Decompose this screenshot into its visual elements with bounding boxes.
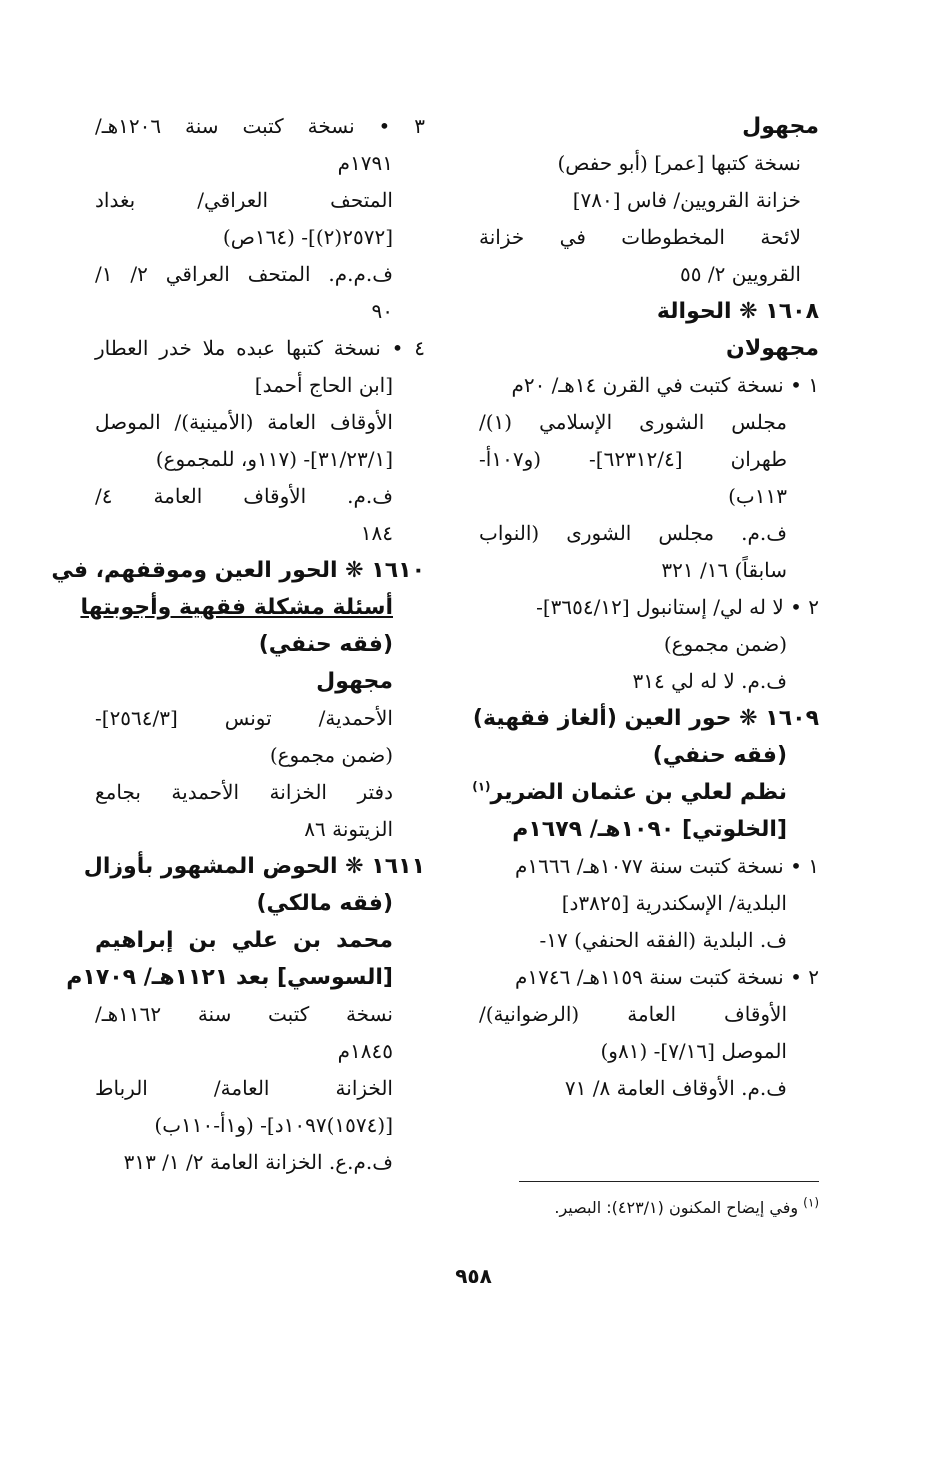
text-line [479, 293, 819, 330]
text-line [95, 663, 425, 700]
text-line [479, 811, 819, 848]
text-line [95, 811, 425, 848]
line-text: ف.م.م. المتحف العراقي ٢/ ١/ [95, 262, 393, 286]
line-text: ١٦٠٩ ❋ حور العين (ألغاز فقهية) [472, 706, 819, 731]
line-text: (فقه حنفي) [652, 743, 787, 768]
line-text: أسئلة مشكلة فقهية وأجوبتها [80, 595, 393, 620]
line-text: [(١٥٧٤)١٠٩٧د]- (و١أ-١١٠ب) [154, 1113, 393, 1137]
text-line [95, 145, 425, 182]
line-text: [٣١/٢٣/١]- (١١٧و، للمجموع) [155, 447, 393, 471]
line-text: (ضمن مجموع) [269, 743, 393, 767]
line-text: ١ • نسخة كتبت سنة ١٠٧٧هـ/ ١٦٦٦م [515, 854, 819, 878]
text-line [95, 108, 425, 145]
line-text: نسخة كتبها [عمر] (أبو حفص) [557, 151, 801, 175]
line-text: ٤ • نسخة كتبها عبده ملا خدر العطار [95, 336, 425, 360]
line-text: مجلس الشورى الإسلامي (١)/ [479, 410, 787, 434]
text-line [472, 774, 819, 811]
text-line [479, 626, 819, 663]
line-text: ١٨٤٥م [337, 1039, 393, 1063]
text-line [83, 848, 425, 885]
line-text: ف.م. مجلس الشورى (النواب [479, 521, 787, 545]
text-line [479, 737, 819, 774]
text-line [479, 478, 819, 515]
line-text: نظم لعلي بن عثمان الضرير [490, 780, 787, 805]
text-line [479, 848, 819, 885]
line-text: الأوقاف العامة (الرضوانية)/ [479, 1002, 787, 1026]
line-text: [ابن الحاج أحمد] [254, 373, 393, 397]
text-line [95, 219, 425, 256]
text-line [95, 737, 425, 774]
text-line [479, 219, 819, 256]
line-text: طهران [٦٢٣١٢/٤]- (و١٠٧أ- [479, 447, 787, 471]
footnote-marker: (١) [803, 1195, 819, 1210]
line-text: [السوسي] بعد ١١٢١هـ/ ١٧٠٩م [66, 965, 393, 990]
footnote-ref: (١) [472, 779, 491, 794]
line-text: مجهول [742, 114, 819, 139]
line-text: الموصل [٧/١٦]- (٨١و) [600, 1039, 787, 1063]
text-line [479, 515, 819, 552]
line-text: ف.م. الأوقاف العامة ٨/ ٧١ [564, 1076, 787, 1100]
text-line [479, 441, 819, 478]
line-text: ٩٠ [371, 299, 393, 323]
text-line [479, 182, 819, 219]
text-line [95, 441, 425, 478]
text-line [51, 552, 425, 589]
line-text: المتحف العراقي/ بغداد [95, 188, 393, 212]
line-text: محمد بن علي بن إبراهيم [95, 928, 393, 953]
left-column [51, 108, 425, 1181]
text-line [479, 367, 819, 404]
line-text: [الخلوتي] ١٠٩٠هـ/ ١٦٧٩م [512, 817, 787, 842]
text-line [95, 256, 425, 293]
line-text: ١٦٠٨ ❋ الحوالة [656, 299, 819, 324]
line-text: سابقاً) ١٦/ ٣٢١ [661, 558, 787, 582]
line-text: (ضمن مجموع) [663, 632, 787, 656]
right-column [472, 108, 819, 1107]
text-line [95, 1033, 425, 1070]
line-text: ١٦١١ ❋ الحوض المشهور بأوزال [83, 854, 425, 879]
text-line [95, 1144, 425, 1181]
text-line [95, 478, 425, 515]
text-line [479, 145, 819, 182]
text-line [95, 515, 425, 552]
text-line [95, 700, 425, 737]
text-line [95, 293, 425, 330]
line-text: ٢ • لا له لي/ إستانبول [٣٦٥٤/١٢]- [536, 595, 819, 619]
line-text: ف. البلدية (الفقه الحنفي) ١٧- [539, 928, 787, 952]
line-text: مجهول [316, 669, 393, 694]
text-line [95, 182, 425, 219]
text-line [95, 330, 425, 367]
line-text: ٣ • نسخة كتبت سنة ١٢٠٦هـ/ [95, 114, 425, 138]
text-line [95, 996, 425, 1033]
footnote [479, 1195, 819, 1217]
text-line [479, 1033, 819, 1070]
text-line [479, 1070, 819, 1107]
text-line [95, 404, 425, 441]
line-text: ١ • نسخة كتبت في القرن ١٤هـ/ ٢٠م [511, 373, 819, 397]
text-line [479, 589, 819, 626]
line-text: الأوقاف العامة (الأمينية)/ الموصل [95, 410, 393, 434]
text-line [479, 922, 819, 959]
text-line [479, 663, 819, 700]
text-line [95, 1070, 425, 1107]
line-text: مجهولان [726, 336, 819, 361]
text-line [479, 885, 819, 922]
text-line [66, 959, 425, 996]
line-text: القرويين ٢/ ٥٥ [680, 262, 801, 286]
line-text: ٢ • نسخة كتبت سنة ١١٥٩هـ/ ١٧٤٦م [515, 965, 819, 989]
text-line [479, 404, 819, 441]
line-text: [٢٥٧٢(٢)]- (١٦٤ص) [222, 225, 393, 249]
line-text: ١٧٩١م [337, 151, 393, 175]
line-text: الزيتونة ٨٦ [304, 817, 393, 841]
line-text: دفتر الخزانة الأحمدية بجامع [95, 780, 393, 804]
text-line [95, 885, 425, 922]
page-number: ٩٥٨ [455, 1264, 492, 1288]
line-text: نسخة كتبت سنة ١١٦٢هـ/ [95, 1002, 393, 1026]
text-line [479, 330, 819, 367]
text-line [80, 589, 425, 626]
text-line [479, 959, 819, 996]
text-line [479, 256, 819, 293]
footnote-text: وفي إيضاح المكنون (٤٢٣/١): البصير. [554, 1198, 799, 1217]
text-line [95, 367, 425, 404]
line-text: (فقه حنفي) [258, 632, 393, 657]
line-text: ف.م.ع. الخزانة العامة ٢/ ١/ ٣١٣ [123, 1150, 393, 1174]
line-text: ١٨٤ [360, 521, 393, 545]
footnote-rule [519, 1181, 819, 1182]
text-line [479, 552, 819, 589]
line-text: الأحمدية/ تونس [٢٥٦٤/٣]- [95, 706, 393, 730]
line-text: لائحة المخطوطات في خزانة [479, 225, 801, 249]
line-text: البلدية/ الإسكندرية [٣٨٢٥د] [561, 891, 787, 915]
text-line [479, 996, 819, 1033]
text-line [95, 626, 425, 663]
text-line [95, 1107, 425, 1144]
line-text: ف.م. الأوقاف العامة ٤/ [95, 484, 393, 508]
text-line [95, 922, 425, 959]
line-text: ١١٣ب) [728, 484, 787, 508]
line-text: خزانة القرويين/ فاس [٧٨٠] [572, 188, 801, 212]
text-line [479, 108, 819, 145]
line-text: (فقه مالكي) [256, 891, 393, 916]
text-line [95, 774, 425, 811]
line-text: ف.م. لا له لي ٣١٤ [632, 669, 787, 693]
line-text: ١٦١٠ ❋ الحور العين وموقفهم، في [51, 558, 425, 583]
text-line [472, 700, 819, 737]
line-text: الخزانة العامة/ الرباط [95, 1076, 393, 1100]
